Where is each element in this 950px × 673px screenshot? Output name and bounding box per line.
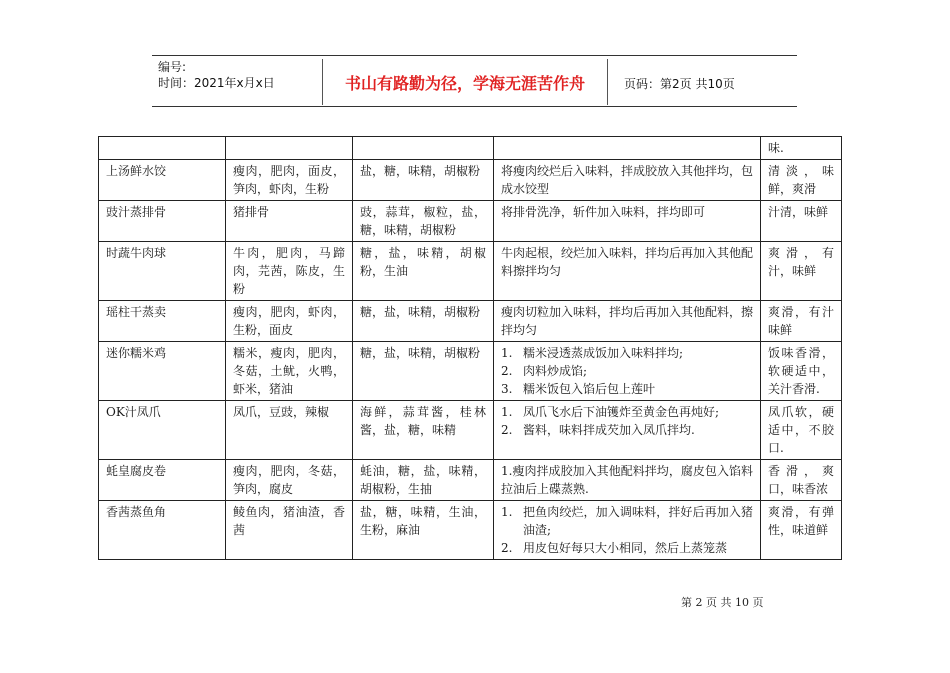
- main-ingredients-cell: [226, 137, 353, 160]
- header-meta: [158, 59, 275, 91]
- method-step: [501, 503, 753, 539]
- method-step-number: 2.: [501, 423, 513, 437]
- table-row: [99, 301, 842, 342]
- method-step: [501, 344, 753, 362]
- dish-name-cell: 蚝皇腐皮卷: [99, 460, 226, 501]
- main-ingredients-cell: 凤爪，豆豉，辣椒: [226, 401, 353, 460]
- page-header: [152, 49, 797, 117]
- dish-name-cell: 迷你糯米鸡: [99, 342, 226, 401]
- table-row: [99, 137, 842, 160]
- dish-name-cell: 时蔬牛肉球: [99, 242, 226, 301]
- dish-name-cell: 香茜蒸鱼角: [99, 501, 226, 560]
- method-step: [501, 539, 753, 557]
- method-step: [501, 403, 753, 421]
- taste-cell: 饭味香滑，软硬适中，关汁香滑.: [761, 342, 842, 401]
- method-step-number: 2.: [501, 541, 513, 555]
- seasoning-cell: 海鲜，蒜茸酱，桂林酱，盐，糖，味精: [353, 401, 494, 460]
- table-row: [99, 460, 842, 501]
- method-cell: [494, 401, 761, 460]
- method-cell: [494, 342, 761, 401]
- method-step-text: 把鱼肉绞烂，加入调味料，拌好后再加入猪油渣;: [523, 505, 753, 537]
- main-ingredients-cell: 瘦肉，肥肉，面皮，笋肉，虾肉，生粉: [226, 160, 353, 201]
- dish-name-cell: 豉汁蒸排骨: [99, 201, 226, 242]
- header-page-info: 页码：第2页 共10页: [624, 77, 735, 91]
- dish-name-cell: 上汤鲜水饺: [99, 160, 226, 201]
- method-step-text: 糯米饭包入馅后包上莲叶: [523, 382, 656, 396]
- taste-cell: 凤爪软，硬适中，不胶口.: [761, 401, 842, 460]
- taste-cell: 味.: [761, 137, 842, 160]
- dish-name-cell: OK汁凤爪: [99, 401, 226, 460]
- page-footer: 第 2 页 共 10 页: [681, 596, 764, 609]
- method-step-number: 2.: [501, 364, 513, 378]
- taste-cell: 爽滑，有弹性，味道鲜: [761, 501, 842, 560]
- seasoning-cell: 糖，盐，味精，胡椒粉: [353, 342, 494, 401]
- main-ingredients-cell: 糯米，瘦肉，肥肉，冬菇，土鱿，火鸭，虾米，猪油: [226, 342, 353, 401]
- taste-cell: 爽滑，有汁，味鲜: [761, 242, 842, 301]
- seasoning-cell: 糖，盐，味精，胡椒粉: [353, 301, 494, 342]
- table-row: [99, 401, 842, 460]
- main-ingredients-cell: 猪排骨: [226, 201, 353, 242]
- method-cell: 将排骨洗净，斩件加入味料，拌均即可: [494, 201, 761, 242]
- method-cell: [494, 501, 761, 560]
- taste-cell: 汁清，味鲜: [761, 201, 842, 242]
- table-row: [99, 342, 842, 401]
- table-row: [99, 201, 842, 242]
- document-number-label: 编号:: [158, 60, 187, 74]
- method-step-text: 用皮包好每只大小相同，然后上蒸笼蒸: [523, 541, 728, 555]
- method-cell: [494, 137, 761, 160]
- method-cell: 将瘦肉绞烂后入味料，拌成胶放入其他拌均，包成水饺型: [494, 160, 761, 201]
- method-step-text: 糯米浸透蒸成饭加入味料拌均;: [523, 346, 684, 360]
- method-cell: 牛肉起根，绞烂加入味料，拌均后再加入其他配料擦拌均匀: [494, 242, 761, 301]
- taste-cell: 爽滑，有汁味鲜: [761, 301, 842, 342]
- seasoning-cell: 糖，盐，味精，胡椒粉，生油: [353, 242, 494, 301]
- table-row: [99, 501, 842, 560]
- taste-cell: 香滑，爽口，味香浓: [761, 460, 842, 501]
- dish-name-cell: [99, 137, 226, 160]
- method-step-text: 凤爪飞水后下油镬炸至黄金色再炖好;: [523, 405, 720, 419]
- main-ingredients-cell: 鲮鱼肉，猪油渣，香茜: [226, 501, 353, 560]
- seasoning-cell: 盐，糖，味精，胡椒粉: [353, 160, 494, 201]
- method-step-number: 3.: [501, 382, 513, 396]
- method-step: [501, 380, 753, 398]
- method-cell: 1.瘦肉拌成胶加入其他配料拌均，腐皮包入馅料拉油后上碟蒸熟.: [494, 460, 761, 501]
- method-step-number: 1.: [501, 505, 513, 519]
- method-step: [501, 362, 753, 380]
- seasoning-cell: 豉，蒜茸，椒粒，盐，糖，味精，胡椒粉: [353, 201, 494, 242]
- seasoning-cell: 盐，糖，味精，生油，生粉，麻油: [353, 501, 494, 560]
- main-ingredients-cell: 瘦肉，肥肉，冬菇，笋肉，腐皮: [226, 460, 353, 501]
- method-step-number: 1.: [501, 346, 513, 360]
- method-step-number: 1.: [501, 405, 513, 419]
- header-bottom-rule: [152, 106, 797, 107]
- main-ingredients-cell: 瘦肉，肥肉，虾肉，生粉，面皮: [226, 301, 353, 342]
- header-top-rule: [152, 55, 797, 56]
- taste-cell: 清淡，味鲜，爽滑: [761, 160, 842, 201]
- recipe-table: [98, 136, 842, 560]
- method-step-text: 肉料炒成馅;: [523, 364, 588, 378]
- seasoning-cell: 蚝油，糖，盐，味精，胡椒粉，生抽: [353, 460, 494, 501]
- dish-name-cell: 瑶柱干蒸卖: [99, 301, 226, 342]
- table-row: [99, 160, 842, 201]
- header-motto: 书山有路勤为径，学海无涯苦作舟: [322, 59, 608, 105]
- recipe-table-body: [99, 137, 842, 560]
- main-ingredients-cell: 牛肉，肥肉，马蹄肉，芫茜，陈皮，生粉: [226, 242, 353, 301]
- method-cell: 瘦肉切粒加入味料，拌均后再加入其他配料，擦拌均匀: [494, 301, 761, 342]
- method-step-text: 酱料，味料拌成芡加入凤爪拌均.: [523, 423, 695, 437]
- document-time: 时间：2021年x月x日: [158, 76, 275, 90]
- method-step: [501, 421, 753, 439]
- seasoning-cell: [353, 137, 494, 160]
- table-row: [99, 242, 842, 301]
